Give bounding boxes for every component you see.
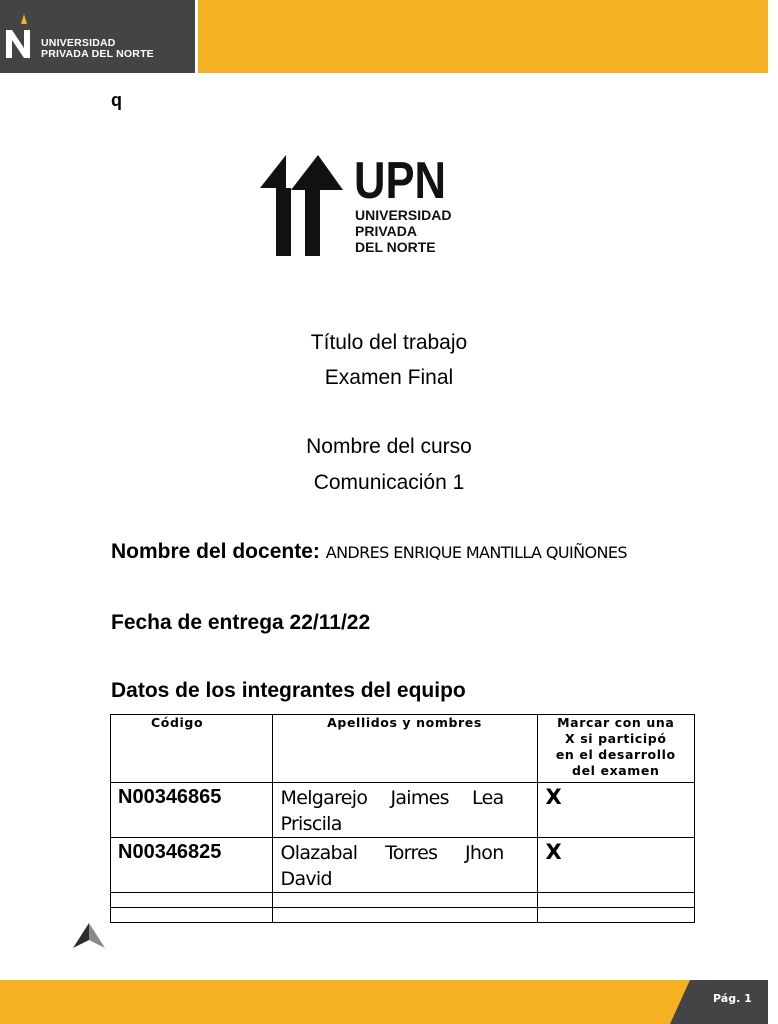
team-table (110, 714, 695, 923)
upn-n-logo-icon (4, 14, 36, 60)
table-row (111, 783, 695, 838)
header-logo-line1: UNIVERSIDAD (41, 37, 116, 49)
header-participation-line3: en el desarrollo (555, 747, 676, 762)
header-names: Apellidos y nombres (272, 715, 537, 783)
upn-logo-line3: DEL NORTE (355, 239, 436, 255)
header-logo-text (41, 38, 154, 60)
upn-logo-line2: PRIVADA (355, 223, 417, 239)
header-accent-bar (198, 0, 768, 73)
arrow-mark-icon (72, 922, 106, 950)
empty-cell (537, 893, 694, 908)
empty-cell (537, 908, 694, 923)
page-number: Pág. 1 (713, 992, 752, 1005)
member-code: N00346865 (111, 783, 273, 838)
team-heading: Datos de los integrantes del equipo (111, 679, 466, 702)
course-value: Comunicación 1 (313, 471, 465, 494)
member-code: N00346825 (111, 838, 273, 893)
member-name: Melgarejo Jaimes Lea Priscila (272, 783, 537, 838)
member-mark: X (537, 838, 694, 893)
upn-logo (258, 150, 452, 260)
header-code-text: Código (151, 715, 204, 730)
header-brand-block (0, 0, 195, 73)
table-row-empty (111, 893, 695, 908)
header-participation-line2: X si participó (565, 731, 667, 746)
table-row-empty (111, 908, 695, 923)
empty-cell (272, 893, 537, 908)
table-header-row (111, 715, 695, 783)
header-participation-line1: Marcar con una (557, 715, 675, 730)
teacher-name: ANDRES ENRIQUE MANTILLA QUIÑONES (325, 543, 627, 562)
teacher-label: Nombre del docente: (111, 540, 320, 563)
table-row (111, 838, 695, 893)
header-participation-line4: del examen (572, 763, 660, 778)
delivery-date: Fecha de entrega 22/11/22 (111, 611, 371, 634)
stray-character: q (111, 90, 122, 110)
course-label: Nombre del curso (306, 435, 472, 458)
empty-cell (272, 908, 537, 923)
header-participation (537, 715, 694, 783)
empty-cell (111, 908, 273, 923)
header-code (111, 715, 273, 783)
title-label: Título del trabajo (310, 331, 468, 354)
member-name: Olazabal Torres Jhon David (272, 838, 537, 893)
teacher-line (111, 540, 627, 564)
title-value: Examen Final (324, 366, 454, 389)
upn-logo-acronym: UPN (354, 152, 446, 210)
upn-logo-line1: UNIVERSIDAD (355, 207, 452, 223)
footer-accent-bar (0, 980, 768, 1024)
empty-cell (111, 893, 273, 908)
header-logo-line2: PRIVADA DEL NORTE (41, 48, 154, 60)
member-mark: X (537, 783, 694, 838)
